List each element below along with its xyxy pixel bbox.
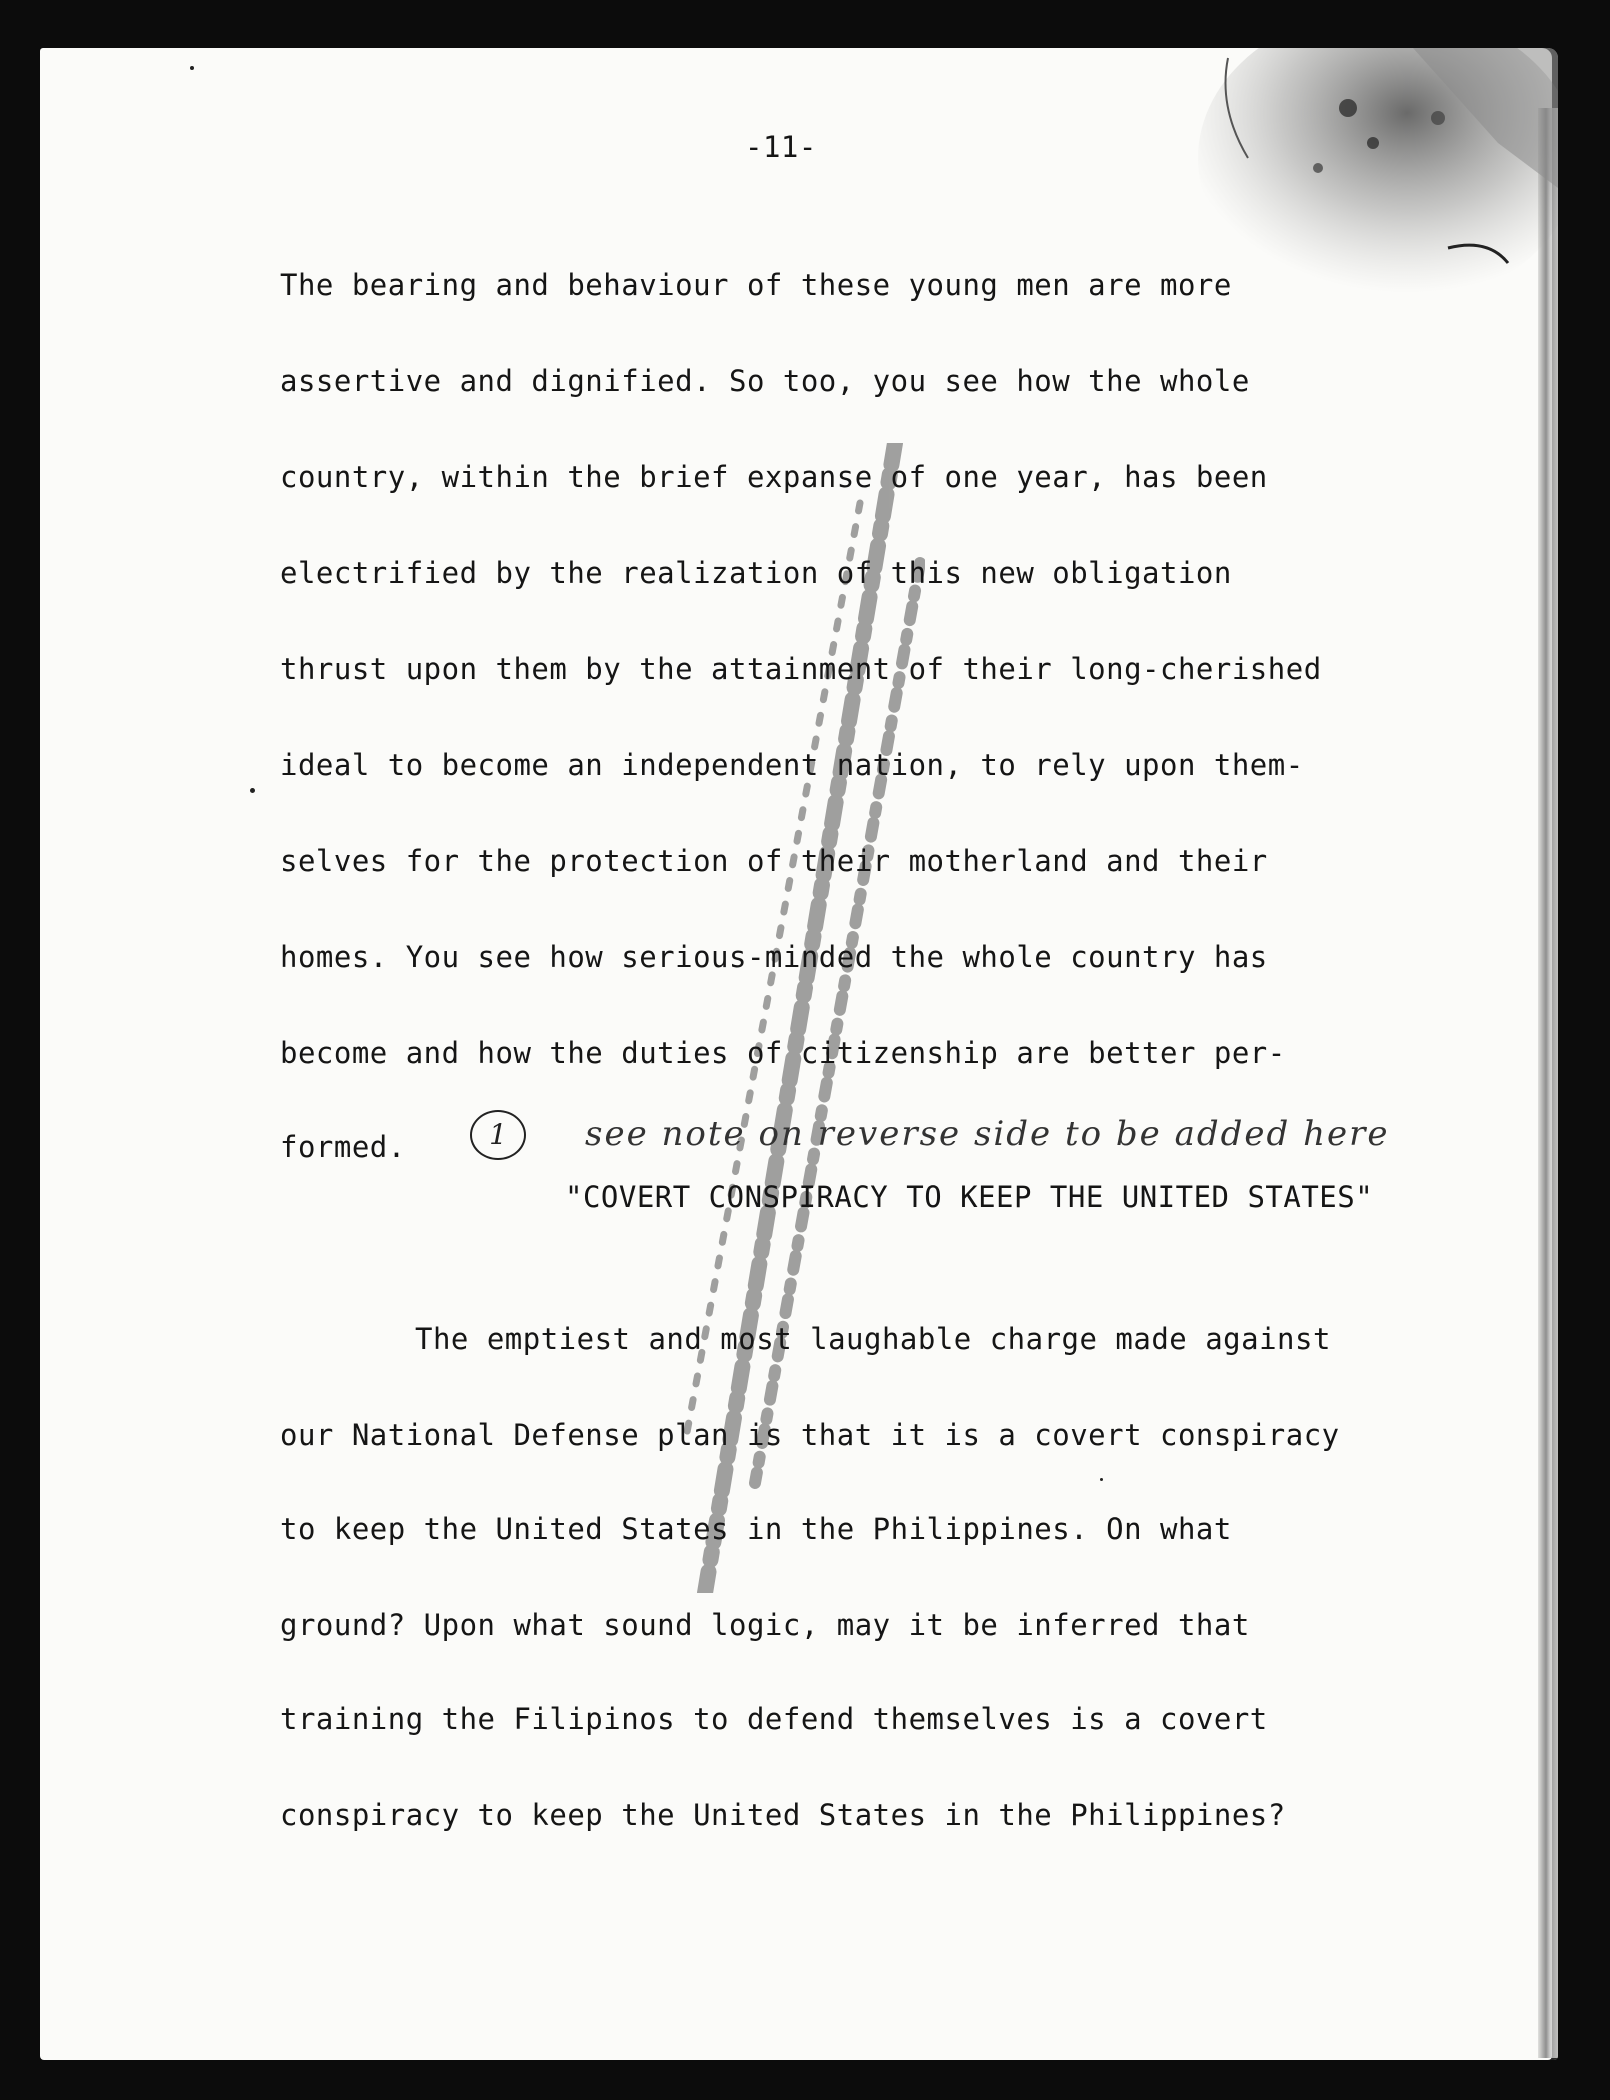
scan-speck [250,788,255,793]
paragraph-line: assertive and dignified. So too, you see how the whole [280,364,1250,398]
page-number: -11- [745,130,817,164]
paragraph-line: our National Defense plan is that it is a covert conspiracy [280,1418,1340,1452]
handwritten-margin-note [470,1110,1530,1180]
paragraph-line: homes. You see how serious-minded the whole country has [280,940,1268,974]
paragraph-line: country, within the brief expanse of one year, has been [280,460,1268,494]
paragraph-line: conspiracy to keep the United States in the Philippines? [280,1798,1286,1832]
paragraph-line: training the Filipinos to defend themselves is a covert [280,1702,1268,1736]
paragraph-line: ideal to become an independent nation, to rely upon them- [280,748,1304,782]
note-number-circled: 1 [470,1110,526,1160]
paragraph-line: The emptiest and most laughable charge made against [415,1322,1331,1356]
paragraph-line: ground? Upon what sound logic, may it be inferred that [280,1608,1250,1642]
paragraph-line: electrified by the realization of this new obligation [280,556,1232,590]
paragraph-line: thrust upon them by the attainment of their long-cherished [280,652,1322,686]
paragraph-line: become and how the duties of citizenship are better per- [280,1036,1286,1070]
scan-speck [1100,1478,1103,1481]
corner-smudge [1198,48,1558,348]
section-heading: "COVERT CONSPIRACY TO KEEP THE UNITED STATES" [565,1180,1374,1214]
paragraph-line: formed. [280,1130,406,1164]
scan-speck [190,66,194,70]
paragraph-line: to keep the United States in the Philippines. On what [280,1512,1232,1546]
page-edge-shadow [1538,108,1558,2058]
handwritten-note-text: see note on reverse side to be added here [585,1114,1390,1154]
paragraph-line: selves for the protection of their motherland and their [280,844,1268,878]
paragraph-line: The bearing and behaviour of these young men are more [280,268,1232,302]
